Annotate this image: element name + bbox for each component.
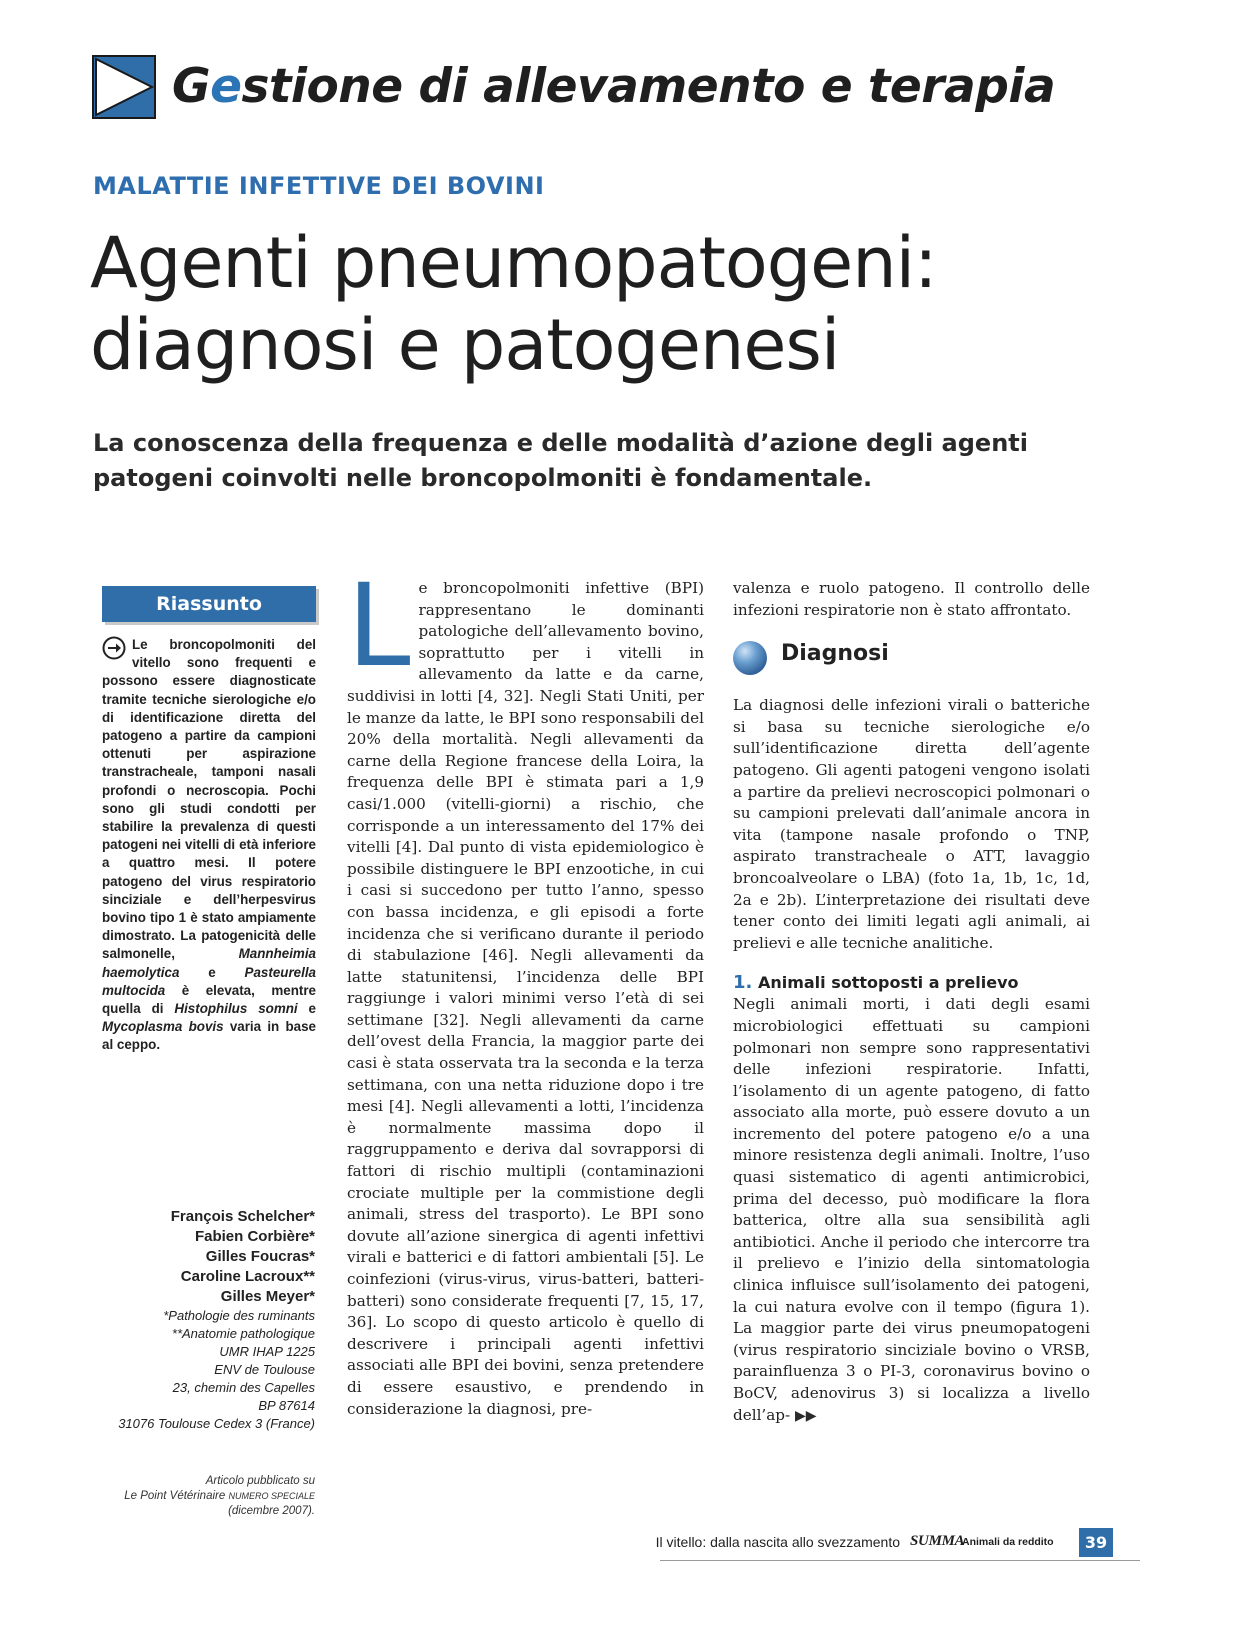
summary-box [102, 586, 316, 1055]
affiliation-line: 31076 Toulouse Cedex 3 (France) [118, 1416, 315, 1431]
title-line-2: diagnosi e patogenesi [90, 304, 840, 386]
kicker: MALATTIE INFETTIVE DEI BOVINI [93, 172, 545, 200]
section-title: Gestione di allevamento e terapia [172, 59, 1056, 114]
body-paragraph: Negli animali morti, i dati degli esami microbiologici effettuati su campioni polmonari non sempre sono rappresentativi delle infezioni respiratorie. Infatti, l’isolamento di un agente patogeno, di fatto associato alla morte, può essere dovuto a un incremento del potere patogeno e/o a una minore resistenza degli animali. Inoltre, l’uso quasi sistematico di agenti antimicrobici, prima del decesso, può modificare la flora batterica, oltre alla sua sensibilità agli antibiotici. Anche il periodo che intercorre tra il prelievo e l’inizio della sintomatologia clinica influisce sull’isolamento dei patogeni, la cui natura evolve con il tempo (figura 1). La maggior parte dei virus pneumopatogeni (virus respiratorio sinciziale bovino o VRSB, parainfluenza 3 o PI-3, coronavirus bovino o BoCV, adenovirus 3) si localizza a livello dell’ap- ▶▶ [733, 995, 1090, 1424]
diagnosi-heading-text: Diagnosi [781, 641, 889, 667]
subsection-title: Animali sottoposti a prelievo [757, 973, 1019, 993]
lead-paragraph: La conoscenza della frequenza e delle modalità d’azione degli agenti patogeni coinvolti nelle broncopolmoniti è fondamentale. [93, 429, 1028, 492]
author-name: Fabien Corbière* [194, 1228, 315, 1245]
subsection-heading [733, 972, 1090, 994]
source-note-small: NUMERO SPECIALE [228, 1491, 315, 1501]
footer-issue-title: Il vitello: dalla nascita allo svezzamento [655, 1534, 900, 1550]
page-number: 39 [1079, 1528, 1113, 1557]
sphere-bullet-icon [733, 641, 767, 675]
body-column-2 [733, 578, 1090, 1427]
continue-arrow-icon: ▶▶ [795, 1407, 817, 1424]
footer-brand-logo: SUMMA [910, 1533, 965, 1549]
footer-section-name: Animali da reddito [962, 1536, 1054, 1548]
body-column-1 [347, 559, 704, 1420]
affiliation-line: BP 87614 [258, 1398, 315, 1413]
play-triangle-icon [92, 55, 156, 119]
summary-header: Riassunto [102, 586, 316, 622]
footer-rule [660, 1560, 1140, 1561]
title-line-1: Agenti pneumopatogeni: [90, 222, 937, 304]
affiliation-line: *Pathologie des ruminants [163, 1308, 315, 1323]
subsection-number: 1. [733, 972, 753, 994]
section-header [92, 55, 1142, 121]
source-note: Articolo pubblicato su Le Point Vétérinaire NUMERO SPECIALE (dicembre 2007). [124, 1475, 315, 1517]
affiliation-line: ENV de Toulouse [214, 1362, 315, 1377]
author-name: Gilles Foucras* [205, 1248, 315, 1265]
author-name: Gilles Meyer* [220, 1288, 315, 1305]
author-name: François Schelcher* [170, 1208, 315, 1225]
authors-block [118, 1207, 315, 1433]
drop-cap: L [347, 559, 411, 692]
affiliation-line: 23, chemin des Capelles [172, 1380, 315, 1395]
section-title-highlight: e [210, 59, 242, 114]
diagnosi-heading [733, 641, 1090, 677]
body-paragraph: valenza e ruolo patogeno. Il controllo delle infezioni respiratorie non è stato affrontato. [733, 579, 1090, 619]
body-paragraph: e broncopolmoniti infettive (BPI) rappresentano le dominanti patologiche dell’allevamento bovino, soprattutto per i vitelli in allevamento da latte e da carne, suddivisi in lotti [4, 32]. Negli Stati Uniti, per le manze da latte, le BPI sono responsabili del 20% della mortalità. Negli allevamenti da carne della Regione francese della Loira, la frequenza delle BPI è stimata pari a 1,9 casi/1.000 (vitelli-giorni) a rischio, che corrisponde a un interessamento del 17% dei vitelli [4]. Dal punto di vista epidemiologico è possibile distinguere le BPI enzootiche, in cui i casi si succedono per tutto l’anno, spesso con bassa incidenza, e gli episodi a forte incidenza che si verificano durante il periodo di stabulazione [46]. Negli allevamenti da latte statunitensi, l’incidenza delle BPI raggiunge i valori minimi verso l’età di sei settimane [32]. Negli allevamenti da carne dell’ovest della Francia, la maggior parte dei casi è stata osservata tra la seconda e la terza settimana, con una netta riduzione dopo i tre mesi [4]. Negli allevamenti a lotti, l’incidenza è normalmente massima dopo il raggruppamento e deriva dal sovrapporsi di fattori di rischio multipli (contaminazioni crociate multiple per la commistione degli animali, stress del trasporto). Le BPI sono dovute all’azione sinergica di agenti infettivi virali e batterici e di fattori ambientali [5]. Le coinfezioni (virus-virus, virus-batteri, batteri-batteri) sono considerate frequenti [7, 15, 17, 36]. Lo scopo di questo articolo è quello di descrivere i principali agenti infettivi associati alle BPI dei bovini, senza pretendere di essere esaustivo, e prendendo in considerazione la diagnosi, pre- [347, 579, 704, 1418]
affiliation-line: **Anatomie pathologique [171, 1326, 315, 1341]
body-paragraph: La diagnosi delle infezioni virali o batteriche si basa su tecniche sierologiche e/o sull’identificazione diretta dell’agente patogeno. Gli agenti patogeni vengono isolati a partire da prelievi necroscopici polmonari o su campioni prelevati dall’animale ancora in vita (tampone nasale profondo o TNP, aspirato transtracheale o ATT, lavaggio broncoalveolare o LBA) (foto 1a, 1b, 1c, 1d, 2a e 2b). L’interpretazione dei risultati deve tener conto dei limiti legati agli animali, ai prelievi e alle tecniche analitiche. [733, 696, 1090, 952]
arrow-right-icon [102, 636, 126, 660]
summary-text: Le broncopolmoniti del vitello sono frequenti e possono essere diagnosticate tramite tecniche sierologiche e/o di identificazione diretta del patogeno a partire da campioni ottenuti per aspirazione transtracheale, tamponi nasali profondi o necroscopia. Pochi sono gli studi condotti per stabilire la prevalenza di questi patogeni nei vitelli di età inferiore a quattro mesi. Il potere patogeno del virus respiratorio sinciziale e dell’herpesvirus bovino tipo 1 è stato ampiamente dimostrato. La patogenicità delle salmonelle, Mannheimia haemolytica e Pasteurella multocida è elevata, mentre quella di Histophilus somni e Mycoplasma bovis varia in base al ceppo. [102, 637, 317, 1053]
page-footer [0, 1526, 1240, 1566]
author-name: Caroline Lacroux** [180, 1268, 315, 1285]
article-title [90, 222, 1190, 386]
affiliation-line: UMR IHAP 1225 [219, 1344, 315, 1359]
